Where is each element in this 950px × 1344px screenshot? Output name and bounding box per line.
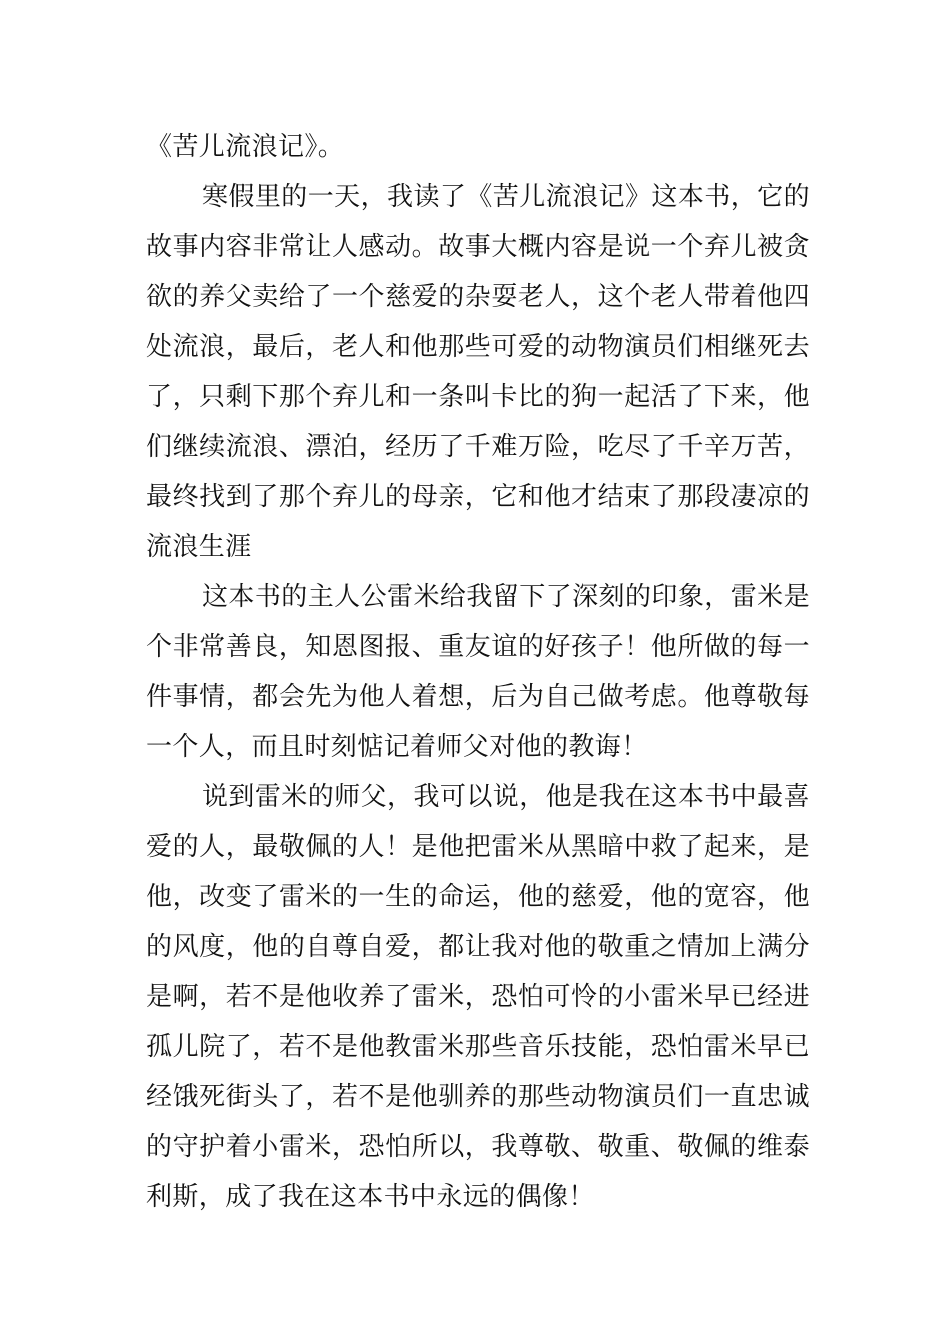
paragraph-title-continuation: 《苦儿流浪记》。 <box>146 132 345 162</box>
paragraph-master: 说到雷米的师父，我可以说，他是我在这本书中最喜爱的人，最敬佩的人！是他把雷米从黑暗中救了起来，是他，改变了雷米的一生的命运，他的慈爱，他的宽容，他的风度，他的自尊自爱，都让我对他的敬重之情加上满分是啊，若不是他收养了雷米，恐怕可怜的小雷米早已经进孤儿院了，若不是他教雷米那些音乐技能，恐怕雷米早已经饿死街头了，若不是他驯养的那些动物演员们一直忠诚的守护着小雷米，恐怕所以，我尊敬、敬重、敬佩的维泰利斯，成了我在这本书中永远的偶像！ <box>146 782 810 1212</box>
paragraph-protagonist: 这本书的主人公雷米给我留下了深刻的印象，雷米是个非常善良，知恩图报、重友谊的好孩子！他所做的每一件事情，都会先为他人着想，后为自己做考虑。他尊敬每一个人，而且时刻惦记着师父对他的教诲！ <box>146 582 810 762</box>
paragraph-story-summary: 寒假里的一天，我读了《苦儿流浪记》这本书，它的故事内容非常让人感动。故事大概内容是说一个弃儿被贪欲的养父卖给了一个慈爱的杂耍老人，这个老人带着他四处流浪，最后，老人和他那些可爱的动物演员们相继死去了，只剩下那个弃儿和一条叫卡比的狗一起活了下来，他们继续流浪、漂泊，经历了千难万险，吃尽了千辛万苦，最终找到了那个弃儿的母亲，它和他才结束了那段凄凉的流浪生涯 <box>146 182 810 562</box>
document-body <box>146 122 810 1222</box>
